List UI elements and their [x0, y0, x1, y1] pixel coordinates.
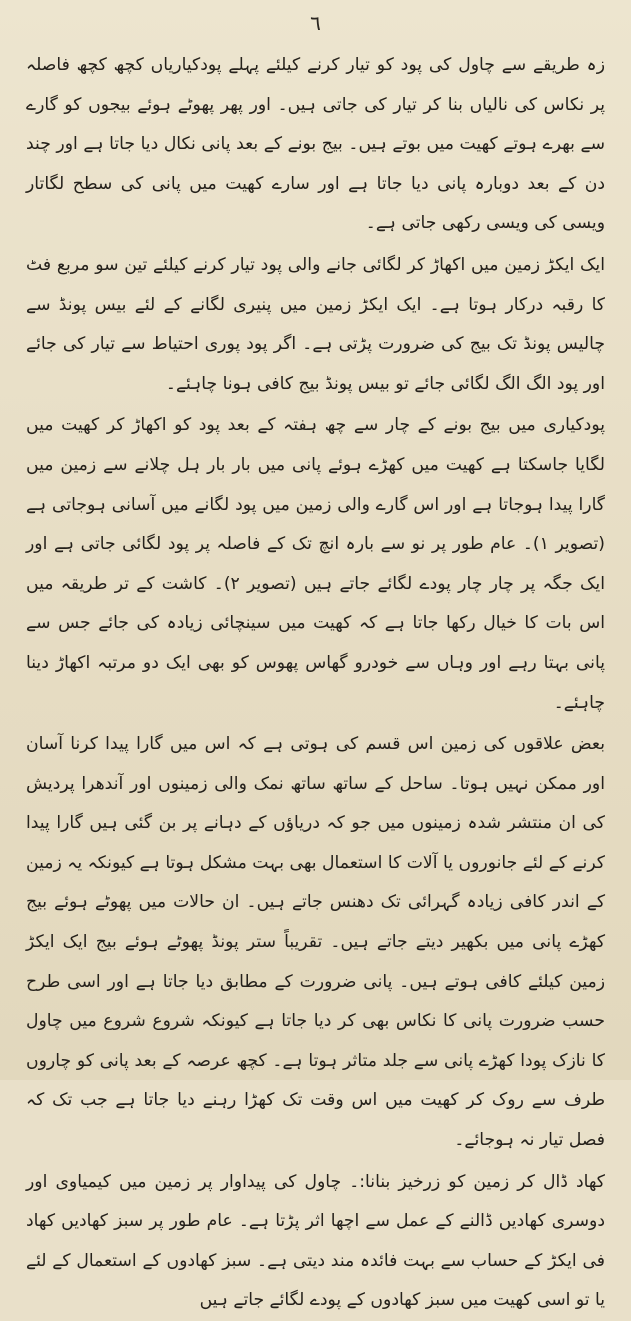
paragraph: بعض علاقوں کی زمین اس قسم کی ہوتی ہے کہ اس میں گارا پیدا کرنا آسان اور ممکن نہیں ہوتا۔ ساحل کے ساتھ ساتھ نمک والی زمینوں اور آندھرا پردیش کی ان منتشر شدہ زمینوں میں جو کہ دریاؤں کے دہانے پر بن گئی ہیں گارا پیدا کرنے کے لئے جانوروں یا آلات کا استعمال بھی بہت مشکل ہوتا ہے کیونکہ یہ زمین کے اندر کافی زیادہ گہرائی تک دھنس جاتے ہیں۔ ان حالات میں پھوٹے ہوئے بیج کھڑے پانی میں بکھیر دیتے جاتے ہیں۔ تقریباً ستر پونڈ پھوٹے ہوئے بیج ایک ایکڑ زمین کیلئے کافی ہوتے ہیں۔ پانی ضرورت کے مطابق دیا جاتا ہے اور اسی طرح حسب ضرورت پانی کا نکاس بھی کر دیا جاتا ہے کیونکہ شروع شروع میں چاول کا نازک پودا کھڑے پانی سے جلد متاثر ہوتا ہے۔ کچھ عرصہ کے بعد پانی کو چاروں طرف سے روک کر کھیت میں اس وقت تک کھڑا رہنے دیا جاتا ہے جب تک کہ فصل تیار نہ ہوجائے۔	[26, 734, 605, 1151]
paragraph: زہ طریقے سے چاول کی پود کو تیار کرنے کیلئے پہلے پودکیاریاں کچھ کچھ فاصلہ پر نکاس کی نالیاں بنا کر تیار کی جاتی ہیں۔ اور پھر پھوٹے ہوئے بیجوں کو گارے سے بھرے ہوتے کھیت میں بوتے ہیں۔ بیج بونے کے بعد پانی نکال دیا جاتا ہے اور چند دن کے بعد دوبارہ پانی دیا جاتا ہے اور سارے کھیت میں پانی کی سطح لگاتار ویسی کی ویسی رکھی جاتی ہے۔	[26, 55, 605, 234]
paragraph: کھاد ڈال کر زمین کو زرخیز بنانا:۔ چاول کی پیداوار پر زمین میں کیمیاوی اور دوسری کھادیں ڈالنے کے عمل سے اچھا اثر پڑتا ہے۔ عام طور پر سبز کھادیں کھاد فی ایکڑ کے حساب سے بہت فائدہ مند دیتی ہے۔ سبز کھادوں کے استعمال کے لئے یا تو اسی کھیت میں سبز کھادوں کے پودے لگائے جاتے ہیں	[26, 1171, 605, 1311]
paragraph: پودکیاری میں بیج بونے کے چار سے چھ ہفتہ کے بعد پود کو اکھاڑ کر کھیت میں لگایا جاسکتا ہے کھیت میں کھڑے ہوئے پانی میں بار بار ہل چلانے سے زمین میں گارا پیدا ہوجاتا ہے اور اس گارے والی زمین میں پود لگانے میں آسانی ہوجاتی ہے (تصویر ۱)۔ عام طور پر نو سے بارہ انچ تک کے فاصلہ پر پود لگائی جاتی ہے اور ایک جگہ پر چار چار پودے لگائے جاتے ہیں (تصویر ۲)۔ کاشت کے تر طریقہ میں اس بات کا خیال رکھا جاتا ہے کہ کھیت میں سینچائی زیادہ کی جائے جس سے پانی بہتا رہے اور وہاں سے خودرو گھاس پھوس کو بھی ایک دو مرتبہ اکھاڑ دینا چاہئے۔	[26, 415, 605, 713]
body-text	[26, 46, 605, 1321]
paragraph: ایک ایکڑ زمین میں اکھاڑ کر لگائی جانے والی پود تیار کرنے کیلئے تین سو مربع فٹ کا رقبہ درکار ہوتا ہے۔ ایک ایکڑ زمین میں پنیری لگانے کے لئے بیس پونڈ سے چالیس پونڈ تک بیج کی ضرورت پڑتی ہے۔ اگر پود پوری احتیاط سے تیار کی جائے اور پود الگ الگ لگائی جائے تو بیس پونڈ بیج کافی ہونا چاہئے۔	[26, 254, 605, 394]
page-number: ٦	[310, 11, 321, 35]
